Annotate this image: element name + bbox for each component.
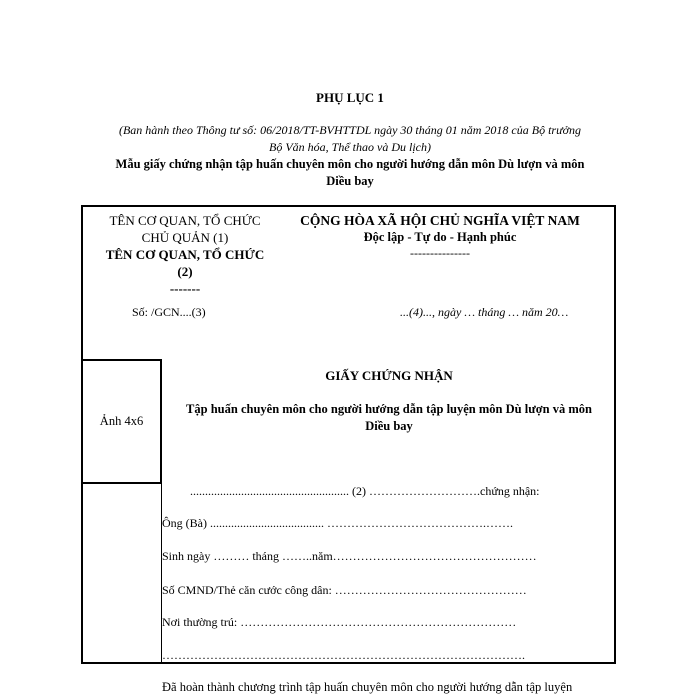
form-description-line-1: Mẫu giấy chứng nhận tập huấn chuyên môn cho người hướng dẫn môn Dù lượn và môn <box>115 157 585 171</box>
appendix-title: PHỤ LỤC 1 <box>316 90 384 105</box>
certificate-title: GIẤY CHỨNG NHẬN <box>325 368 453 383</box>
agency-divider: ------- <box>169 281 201 296</box>
field-id-number: Số CMND/Thẻ căn cước công dân: ………………………………………… <box>162 583 527 597</box>
document-number: Số: /GCN....(3) <box>132 305 206 319</box>
field-residence-continued: ………………………………………………………………………………. <box>162 648 525 662</box>
field-date-of-birth: Sinh ngày ……… tháng ……..năm…………………………………………… <box>162 549 537 563</box>
nation-divider: --------------- <box>410 246 470 260</box>
photo-placeholder <box>81 359 162 484</box>
form-description-line-2: Diều bay <box>326 174 374 188</box>
field-full-name: Ông (Bà) ...................................... ………………………………….……. <box>162 516 513 530</box>
agency-name-line-1: TÊN CƠ QUAN, TỔ CHỨC <box>105 247 265 262</box>
certificate-subtitle-line-1: Tập huấn chuyên môn cho người hướng dẫn tập luyện môn Dù lượn và môn <box>186 402 592 416</box>
photo-label: Ảnh 4x6 <box>99 414 144 428</box>
field-residence: Nơi thường trú: …………………………………………………………… <box>162 615 517 629</box>
nation-motto: Độc lập - Tự do - Hạnh phúc <box>363 230 517 244</box>
issued-note-line-1: (Ban hành theo Thông tư số: 06/2018/TT-BVHTTDL ngày 30 tháng 01 năm 2018 của Bộ trưởng <box>118 123 582 137</box>
nation-title: CỘNG HÒA XÃ HỘI CHỦ NGHĨA VIỆT NAM <box>300 213 580 228</box>
certificate-subtitle-line-2: Diều bay <box>365 419 413 433</box>
issued-note-line-2: Bộ Văn hóa, Thể thao và Du lịch) <box>269 140 431 154</box>
agency-parent-line-1: TÊN CƠ QUAN, TỔ CHỨC <box>109 213 261 228</box>
completion-statement: Đã hoàn thành chương trình tập huấn chuyên môn cho người hướng dẫn tập luyện <box>162 680 573 694</box>
photo-column-divider <box>161 484 162 664</box>
field-certifier: ..................................................... (2) ……………………….chứng nhận: <box>190 484 540 498</box>
place-date: ...(4)..., ngày … tháng … năm 20… <box>400 305 569 319</box>
agency-name-line-2: (2) <box>177 264 193 279</box>
agency-parent-line-2: CHỦ QUẢN (1) <box>141 230 229 245</box>
